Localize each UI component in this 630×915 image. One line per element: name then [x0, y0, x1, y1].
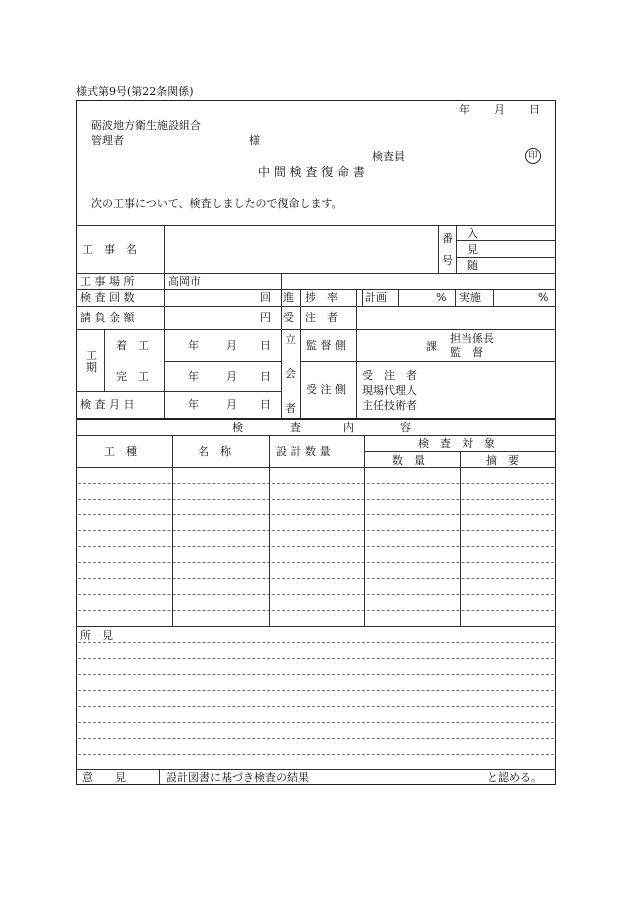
inspector-label: 検査員 [372, 150, 405, 163]
supervisor-side-label: 監 督 側 [306, 339, 346, 352]
contractor-role-contractor: 受 注 者 [362, 369, 417, 382]
seal-icon: 印 [525, 148, 541, 164]
completion-month: 月 [226, 370, 237, 383]
actual-label: 実施 [459, 291, 481, 304]
findings-label: 所 見 [80, 629, 113, 642]
completion-day: 日 [260, 370, 271, 383]
column-name: 名 称 [198, 445, 231, 458]
date-month-label: 月 [494, 103, 505, 116]
start-month: 月 [226, 339, 237, 352]
progress-label: 進 捗 率 [283, 291, 338, 304]
supervisor-role-chief: 担当係長 [450, 332, 494, 345]
location-label: 工 事 場 所 [80, 275, 135, 288]
column-design-quantity: 設 計 数 量 [276, 445, 331, 458]
attendee-char-1: 立 [285, 333, 296, 346]
inspection-date-label: 検 査 月 日 [80, 398, 135, 411]
number-label-top: 番 [442, 232, 453, 245]
number-option-nyu: 入 [467, 227, 478, 240]
contractor-side-label: 受 注 側 [306, 383, 346, 396]
contractor-role-engineer: 主任技術者 [362, 399, 417, 412]
construction-period-label: 工期 [86, 349, 97, 374]
inspection-day: 日 [260, 398, 271, 411]
completion-year: 年 [188, 370, 199, 383]
section-title-char-3: 内 [343, 421, 354, 434]
project-name-label: 工 事 名 [82, 243, 137, 256]
contractor-label: 受 注 者 [283, 311, 338, 324]
section-suffix: 課 [426, 340, 437, 353]
completion-label: 完 工 [116, 370, 149, 383]
start-year: 年 [188, 339, 199, 352]
contractor-role-agent: 現場代理人 [362, 384, 417, 397]
section-title-char-1: 検 [232, 421, 243, 434]
honorific: 様 [249, 134, 260, 147]
date-day-label: 日 [529, 103, 540, 116]
yen-unit: 円 [260, 311, 271, 324]
actual-percent: % [538, 291, 549, 304]
start-day: 日 [260, 339, 271, 352]
number-label-bottom: 号 [442, 254, 453, 267]
section-title-char-4: 容 [400, 421, 411, 434]
addressee-title: 管理者 [91, 134, 124, 147]
number-option-ken: 見 [467, 243, 478, 256]
opinion-conclusion: と認める。 [487, 771, 542, 784]
column-work-type: 工 種 [104, 445, 137, 458]
plan-label: 計画 [365, 291, 387, 304]
plan-percent: % [436, 291, 447, 304]
column-inspection-target: 検 査 対 象 [418, 437, 495, 450]
section-title-char-2: 査 [290, 421, 301, 434]
attendee-char-3: 者 [285, 402, 296, 415]
attendee-char-2: 会 [285, 367, 296, 380]
date-year-label: 年 [459, 103, 470, 116]
inspection-year: 年 [188, 398, 199, 411]
supervisor-role-supervisor: 監 督 [450, 346, 483, 359]
inspection-month: 月 [226, 398, 237, 411]
contract-amount-label: 請 負 金 額 [80, 311, 135, 324]
inspection-count-label: 検 査 回 数 [80, 291, 135, 304]
report-title: 中 間 検 査 復 命 書 [258, 165, 365, 179]
opinion-label: 意 見 [82, 771, 126, 784]
start-label: 着 工 [116, 339, 149, 352]
number-option-zui: 随 [467, 259, 478, 272]
intro-text: 次の工事について、検査しましたので復命します。 [91, 197, 343, 210]
column-quantity: 数 量 [392, 454, 425, 467]
opinion-text: 設計図書に基づき検査の結果 [166, 771, 309, 784]
count-unit: 回 [260, 291, 271, 304]
organization-name: 砺波地方衛生施設組合 [91, 119, 201, 132]
column-remarks: 摘 要 [486, 454, 519, 467]
form-number: 様式第9号(第22条関係) [76, 85, 194, 98]
location-value: 高岡市 [168, 275, 201, 288]
